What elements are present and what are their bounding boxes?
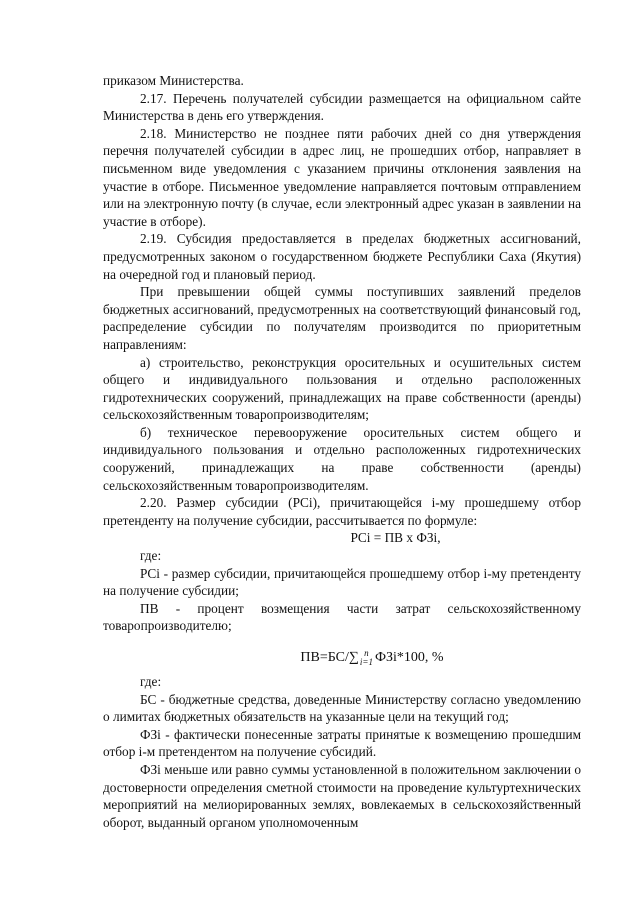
paragraph-item-a: а) строительство, реконструкция оросительных и осушительных систем общего и индивидуального пользования и отдельно расположенных гидротехнических сооружений, принадлежащих на праве собственности (аренды) сельскохозяйственным товаропроизводителям;	[103, 354, 581, 423]
definition-fzi: ФЗi - фактически понесенные затраты принятые к возмещению прошедшим отбор i-м претендентом на получение субсидий.	[103, 726, 581, 760]
formula2-left: ПВ=БС/	[300, 650, 349, 665]
where-label-2: где:	[140, 674, 162, 689]
paragraph-2-17: 2.17. Перечень получателей субсидии размещается на официальном сайте Министерства в день его утверждения.	[103, 90, 581, 124]
formula-reimbursement-percent	[103, 647, 581, 669]
paragraph-2-19: 2.19. Субсидия предоставляется в пределах бюджетных ассигнований, предусмотренных законом о государственном бюджете Республики Саха (Якутия) на очередной год и плановый период.	[103, 231, 581, 282]
paragraph-item-b: б) техническое перевооружение оросительных систем общего и индивидуального пользования и отдельно расположенных гидротехнических сооружений, принадлежащих на праве собственности (аренды) сельскохозяйственным товаропроизводителям.	[103, 424, 581, 493]
where-label-1: где:	[140, 548, 162, 564]
definition-pci: PCi - размер субсидии, причитающейся прошедшему отбор i-му претенденту на получение субсидии;	[103, 565, 581, 599]
document-page	[103, 72, 581, 831]
paragraph-continuation: приказом Министерства.	[103, 73, 244, 88]
sigma-upper-limit: n	[364, 647, 369, 658]
paragraph-fzi-limit: ФЗi меньше или равно суммы установленной в положительном заключении о достоверности определения сметной стоимости на проведение культуртехнических мероприятий на мелиорированных землях, вовлекаемых в сельскохозяйственный оборот, выданный органом уполномоченным	[103, 761, 581, 830]
sigma-limits	[360, 649, 373, 667]
sigma-lower-limit: i=1	[359, 656, 373, 667]
sigma-symbol: ∑	[348, 650, 359, 665]
paragraph-2-18: 2.18. Министерство не позднее пяти рабочих дней со дня утверждения перечня получателей субсидии в адрес лиц, не прошедших отбор, направляет в письменном виде уведомления с указанием причины отклонения заявления на участие в отборе. Письменное уведомление направляется почтовым отправлением или на электронную почту (в случае, если электронный адрес указан в заявлении на участие в отборе).	[103, 125, 581, 229]
paragraph-2-20: 2.20. Размер субсидии (PCi), причитающейся i-му прошедшему отбор претенденту на получение субсидии, рассчитывается по формуле:	[103, 495, 581, 528]
paragraph-priority-intro: При превышении общей суммы поступивших заявлений пределов бюджетных ассигнований, предусмотренных на соответствующий финансовый год, распределение субсидии по получателям производится по приоритетным направлениям:	[103, 284, 581, 352]
formula2-right: ФЗi*100, %	[374, 650, 444, 665]
definition-bs: БС - бюджетные средства, доведенные Министерству согласно уведомлению о лимитах бюджетных обязательств на указанные цели на текущий год;	[103, 691, 581, 725]
definition-pv: ПВ - процент возмещения части затрат сельскохозяйственному товаропроизводителю;	[103, 600, 581, 634]
formula-subsidy-size: PCi = ПВ х ФЗi,	[350, 530, 441, 546]
